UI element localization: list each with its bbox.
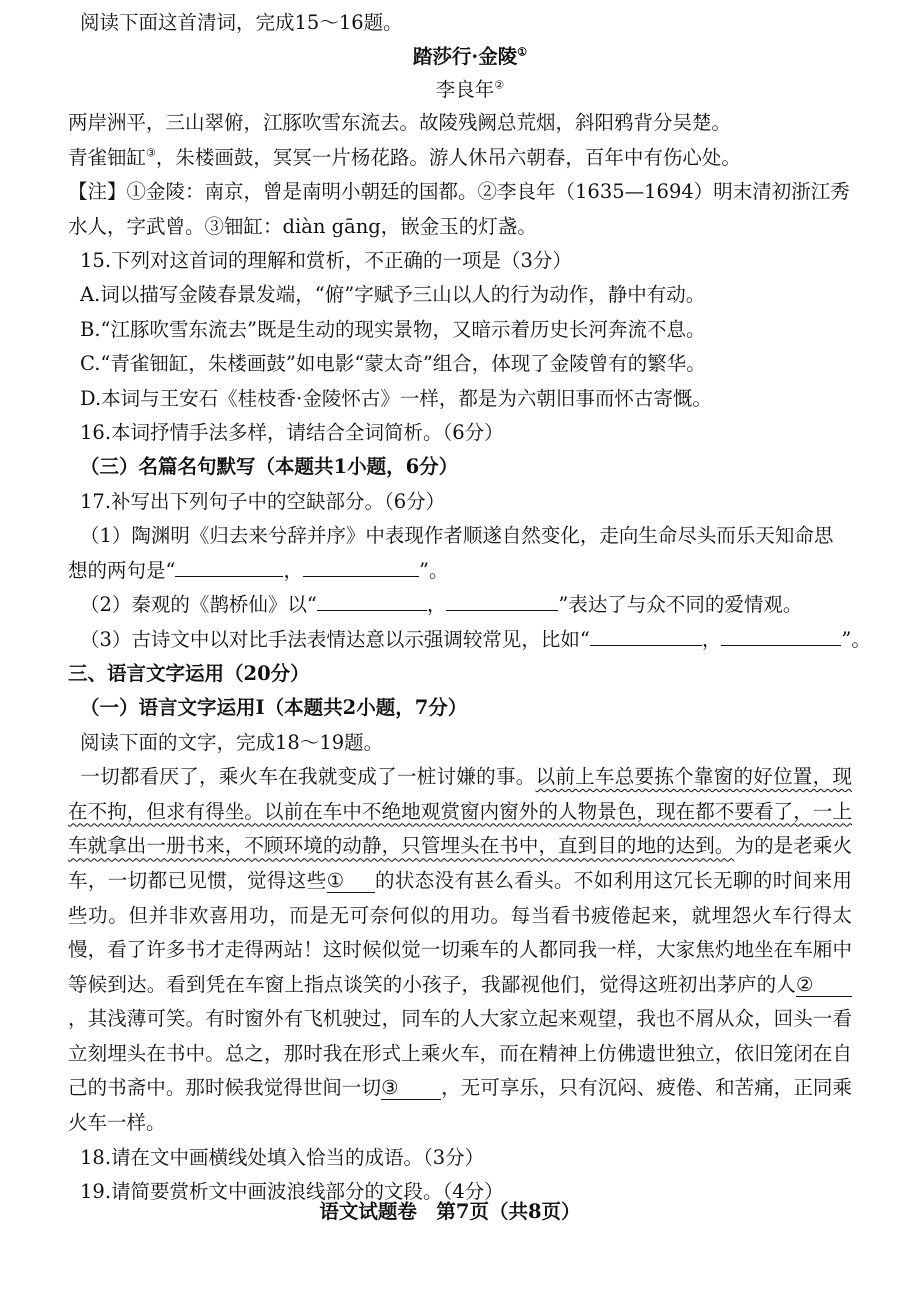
- q16-stem: 16.本词抒情手法多样，请结合全词简析。（6分）: [80, 421, 504, 445]
- poem-line-2-note: ③: [146, 146, 156, 160]
- q17-part1-pre: 想的两句是“: [68, 558, 176, 582]
- poem-line-1: 两岸洲平，三山翠俯，江豚吹雪东流去。故陵残阙总荒烟，斜阳鸦背分吴楚。: [68, 111, 732, 135]
- q17-part2-blank-2[interactable]: [446, 592, 558, 611]
- q18-stem: 18.请在文中画横线处填入恰当的成语。（3分）: [80, 1145, 485, 1169]
- essay-sentence-2: 为的是老乘火车，一切都已见惯，觉得这些: [68, 834, 852, 892]
- essay-passage: [68, 760, 852, 1141]
- poem-notes-1: 【注】①金陵：南京，曾是南明小朝廷的国都。②李良年（1635—1694）明末清初浙江秀: [68, 180, 850, 204]
- essay-sentence-1: 一切都看厌了，乘火车在我就变成了一桩讨嫌的事。: [80, 765, 536, 789]
- q15-stem: 15.下列对这首词的理解和赏析，不正确的一项是（3分）: [80, 249, 572, 273]
- q17-part3-blank-2[interactable]: [721, 627, 841, 646]
- q17-part1-blank-2[interactable]: [303, 558, 419, 577]
- q17-part1-line2: [68, 554, 852, 588]
- q17-part3-blank-1[interactable]: [590, 627, 702, 646]
- poem-author-text: 李良年: [435, 78, 495, 102]
- q17-part2: [68, 588, 852, 622]
- q17-part3-mid: ，: [701, 627, 722, 651]
- q17-part2-mid: ，: [426, 593, 447, 617]
- essay-blank-2[interactable]: ②: [796, 974, 852, 997]
- q15-option-a: A.词以描写金陵春景发端，“俯”字赋予三山以人的行为动作，静中有动。: [80, 283, 706, 307]
- q17-part1-blank-1[interactable]: [175, 558, 283, 577]
- essay-sentence-3: 的状态没有甚么看头。不如利用这冗长无聊的时间来用些功。但并非欢喜用功，而是无可奈何似的用功。每当看书疲倦起来，就埋怨火车行得太慢，看了许多书才走得两站！这时候似觉一切乘车的人都同我一样，大家焦灼地坐在车厢中等候到达。看到凭在车窗上指点谈笑的小孩子，我鄙视他们，觉得这班初出茅庐的人: [68, 868, 852, 996]
- essay-blank-3[interactable]: ③: [381, 1077, 441, 1100]
- essay-wavy-passage: 以前上车总要拣个靠窗的好位置，现在不拘，但求有得坐。以前在车中不绝地观赏窗内窗外的人物景色，现在都不要看了，一上车就拿出一册书来，不顾环境的动静，只管埋头在书中，直到目的地的达到。: [68, 765, 852, 858]
- q17-part2-blank-1[interactable]: [317, 592, 427, 611]
- q15-option-d: D.本词与王安石《桂枝香·金陵怀古》一样，都是为六朝旧事而怀古寄慨。: [80, 386, 712, 410]
- q17-part2-post: ”表达了与众不同的爱情观。: [558, 593, 803, 617]
- q15-option-b: B.“江豚吹雪东流去”既是生动的现实景物，又暗示着历史长河奔流不息。: [80, 317, 706, 341]
- q17-stem: 17.补写出下列句子中的空缺部分。（6分）: [80, 489, 446, 513]
- poem-author-note: ②: [494, 78, 505, 92]
- q17-part3-pre: （3）古诗文中以对比手法表情达意以示强调较常见，比如“: [80, 627, 590, 651]
- poem-notes-2: 水人，字武曾。③钿缸：diàn gāng，嵌金玉的灯盏。: [68, 214, 537, 238]
- q17-part2-pre: （2）秦观的《鹊桥仙》以“: [80, 593, 317, 617]
- poem-author: [88, 74, 852, 106]
- q17-part1-mid: ，: [283, 558, 303, 582]
- q17-part1-post: ”。: [419, 558, 449, 582]
- q17-part3-post: ”。: [841, 627, 871, 651]
- page-footer: 语文试题卷 第7页（共8页）: [319, 1200, 581, 1223]
- essay-blank-1[interactable]: ①: [327, 870, 375, 893]
- q17-part3: [68, 623, 871, 657]
- poem-title-text: 踏莎行·金陵: [412, 45, 518, 69]
- section-3-heading: （三）名篇名句默写（本题共1小题，6分）: [80, 455, 459, 479]
- q15-option-c: C.“青雀钿缸，朱楼画鼓”如电影“蒙太奇”组合，体现了金陵曾有的繁华。: [80, 352, 706, 376]
- poem-title-note: ①: [517, 45, 528, 59]
- poem-line-2-a: 青雀钿缸: [68, 145, 147, 169]
- essay-sentence-5: ，无可享乐，只有沉闷、疲倦、和苦痛，正同乘火车一样。: [68, 1076, 852, 1135]
- essay-sentence-4: ，其浅薄可笑。有时窗外有飞机驶过，同车的人大家立起来观望，我也不屑从众，回头一看立刻埋头在书中。总之，那时我在形式上乘火车，而在精神上仿佛遗世独立，依旧笼闭在自己的书斋中。那时候我觉得世间一切: [68, 1007, 852, 1100]
- reading-instruction-2: 阅读下面的文字，完成18～19题。: [80, 730, 384, 754]
- reading-instruction: 阅读下面这首清词，完成15～16题。: [80, 11, 403, 34]
- poem-title: [88, 40, 852, 74]
- poem-line-2: [68, 141, 852, 175]
- poem-line-2-b: ，朱楼画鼓，冥冥一片杨花路。游人休吊六朝春，百年中有伤心处。: [155, 145, 741, 169]
- q17-part1-line1: （1）陶渊明《归去来兮辞并序》中表现作者顺遂自然变化，走向生命尽头而乐天知命思: [80, 524, 834, 548]
- subsection-1-heading: （一）语言文字运用Ⅰ（本题共2小题，7分）: [80, 696, 468, 720]
- part-3-heading: 三、语言文字运用（20分）: [68, 661, 310, 685]
- q19-stem: 19.请简要赏析文中画波浪线部分的文段。（4分）: [80, 1180, 504, 1204]
